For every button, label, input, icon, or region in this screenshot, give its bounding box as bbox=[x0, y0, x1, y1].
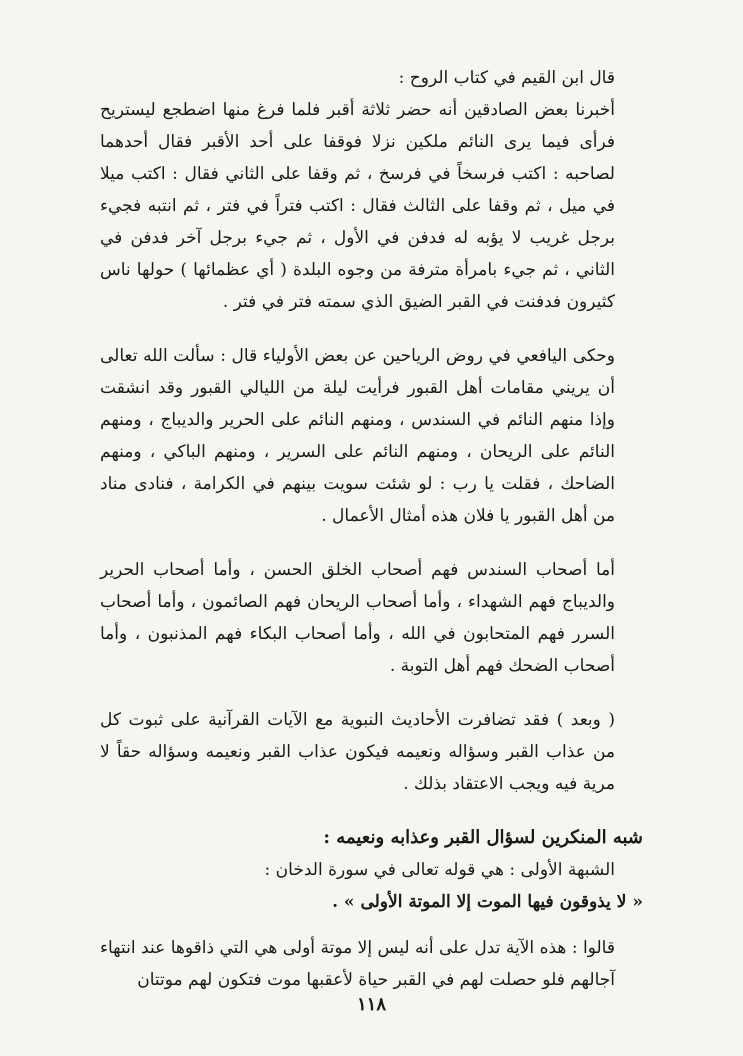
paragraph-intro: قال ابن القيم في كتاب الروح : bbox=[398, 68, 615, 88]
paragraph-yafii: وحكى اليافعي في روض الرياحين عن بعض الأولياء قال : سألت الله تعالى أن يريني مقامات أهل القبور فرأيت ليلة من الليالي القبور وقد انشقت وإذا منهم النائم في السندس ، ومنهم النائم على الحرير والديباج ، ومنهم النائم على الريحان ، ومنهم النائم على السرير ، ومنهم الباكي ، ومنهم الضاحك ، فقلت يا رب : لو شئت سويت بينهم في الكرامة ، فنادى مناد من أهل القبور يا فلان هذه أمثال الأعمال . bbox=[100, 346, 615, 526]
quran-quote: « لا يذوقون فيها الموت إلا الموتة الأولى » . bbox=[332, 892, 643, 912]
paragraph-conclusion: ( وبعد ) فقد تضافرت الأحاديث النبوية مع الآيات القرآنية على ثبوت كل من عذاب القبر وسؤاله ونعيمه فيكون عذاب القبر ونعيمه وسؤاله حقاً لا مرية فيه ويجب الاعتقاد بذلك . bbox=[100, 710, 615, 794]
page-number: ١١٨ bbox=[356, 994, 386, 1015]
page-text bbox=[100, 62, 643, 996]
paragraph-argument: قالوا : هذه الآية تدل على أنه ليس إلا موتة أولى هي التي ذاقوها عند انتهاء آجالهم فلو حصلت لهم في القبر حياة لأعقبها موت فتكون لهم موتتان bbox=[100, 938, 615, 990]
paragraph-first-doubt: الشبهة الأولى : هي قوله تعالى في سورة الدخان : bbox=[264, 860, 615, 880]
paragraph-story: أخبرنا بعض الصادقين أنه حضر ثلاثة أقبر فلما فرغ منها اضطجع ليستريح فرأى فيما يرى النائم ملكين نزلا فوقفا على أحد الأقبر فقال أحدهما لصاحبه : اكتب فرسخاً في فرسخ ، ثم وقفا على الثاني فقال : اكتب ميلا في ميل ، ثم وقفا على الثالث فقال : اكتب فتراً في فتر ، ثم انتبه فجيء برجل غريب لا يؤبه له فدفن في الأول ، ثم جيء برجل آخر فدفن في الثاني ، ثم جيء بامرأة مترفة من وجوه البلدة ( أي عظمائها ) حولها ناس كثيرون فدفنت في القبر الضيق الذي سمته فتر في فتر . bbox=[100, 100, 615, 312]
paragraph-explanation: أما أصحاب السندس فهم أصحاب الخلق الحسن ، وأما أصحاب الحرير والديباج فهم الشهداء ، وأما أصحاب الريحان فهم الصائمون ، وأما أصحاب السرر فهم المتحابون في الله ، وأما أصحاب البكاء فهم المذنبون ، وأما أصحاب الضحك فهم أهل التوبة . bbox=[100, 560, 615, 676]
section-heading: شبه المنكرين لسؤال القبر وعذابه ونعيمه : bbox=[323, 827, 643, 848]
